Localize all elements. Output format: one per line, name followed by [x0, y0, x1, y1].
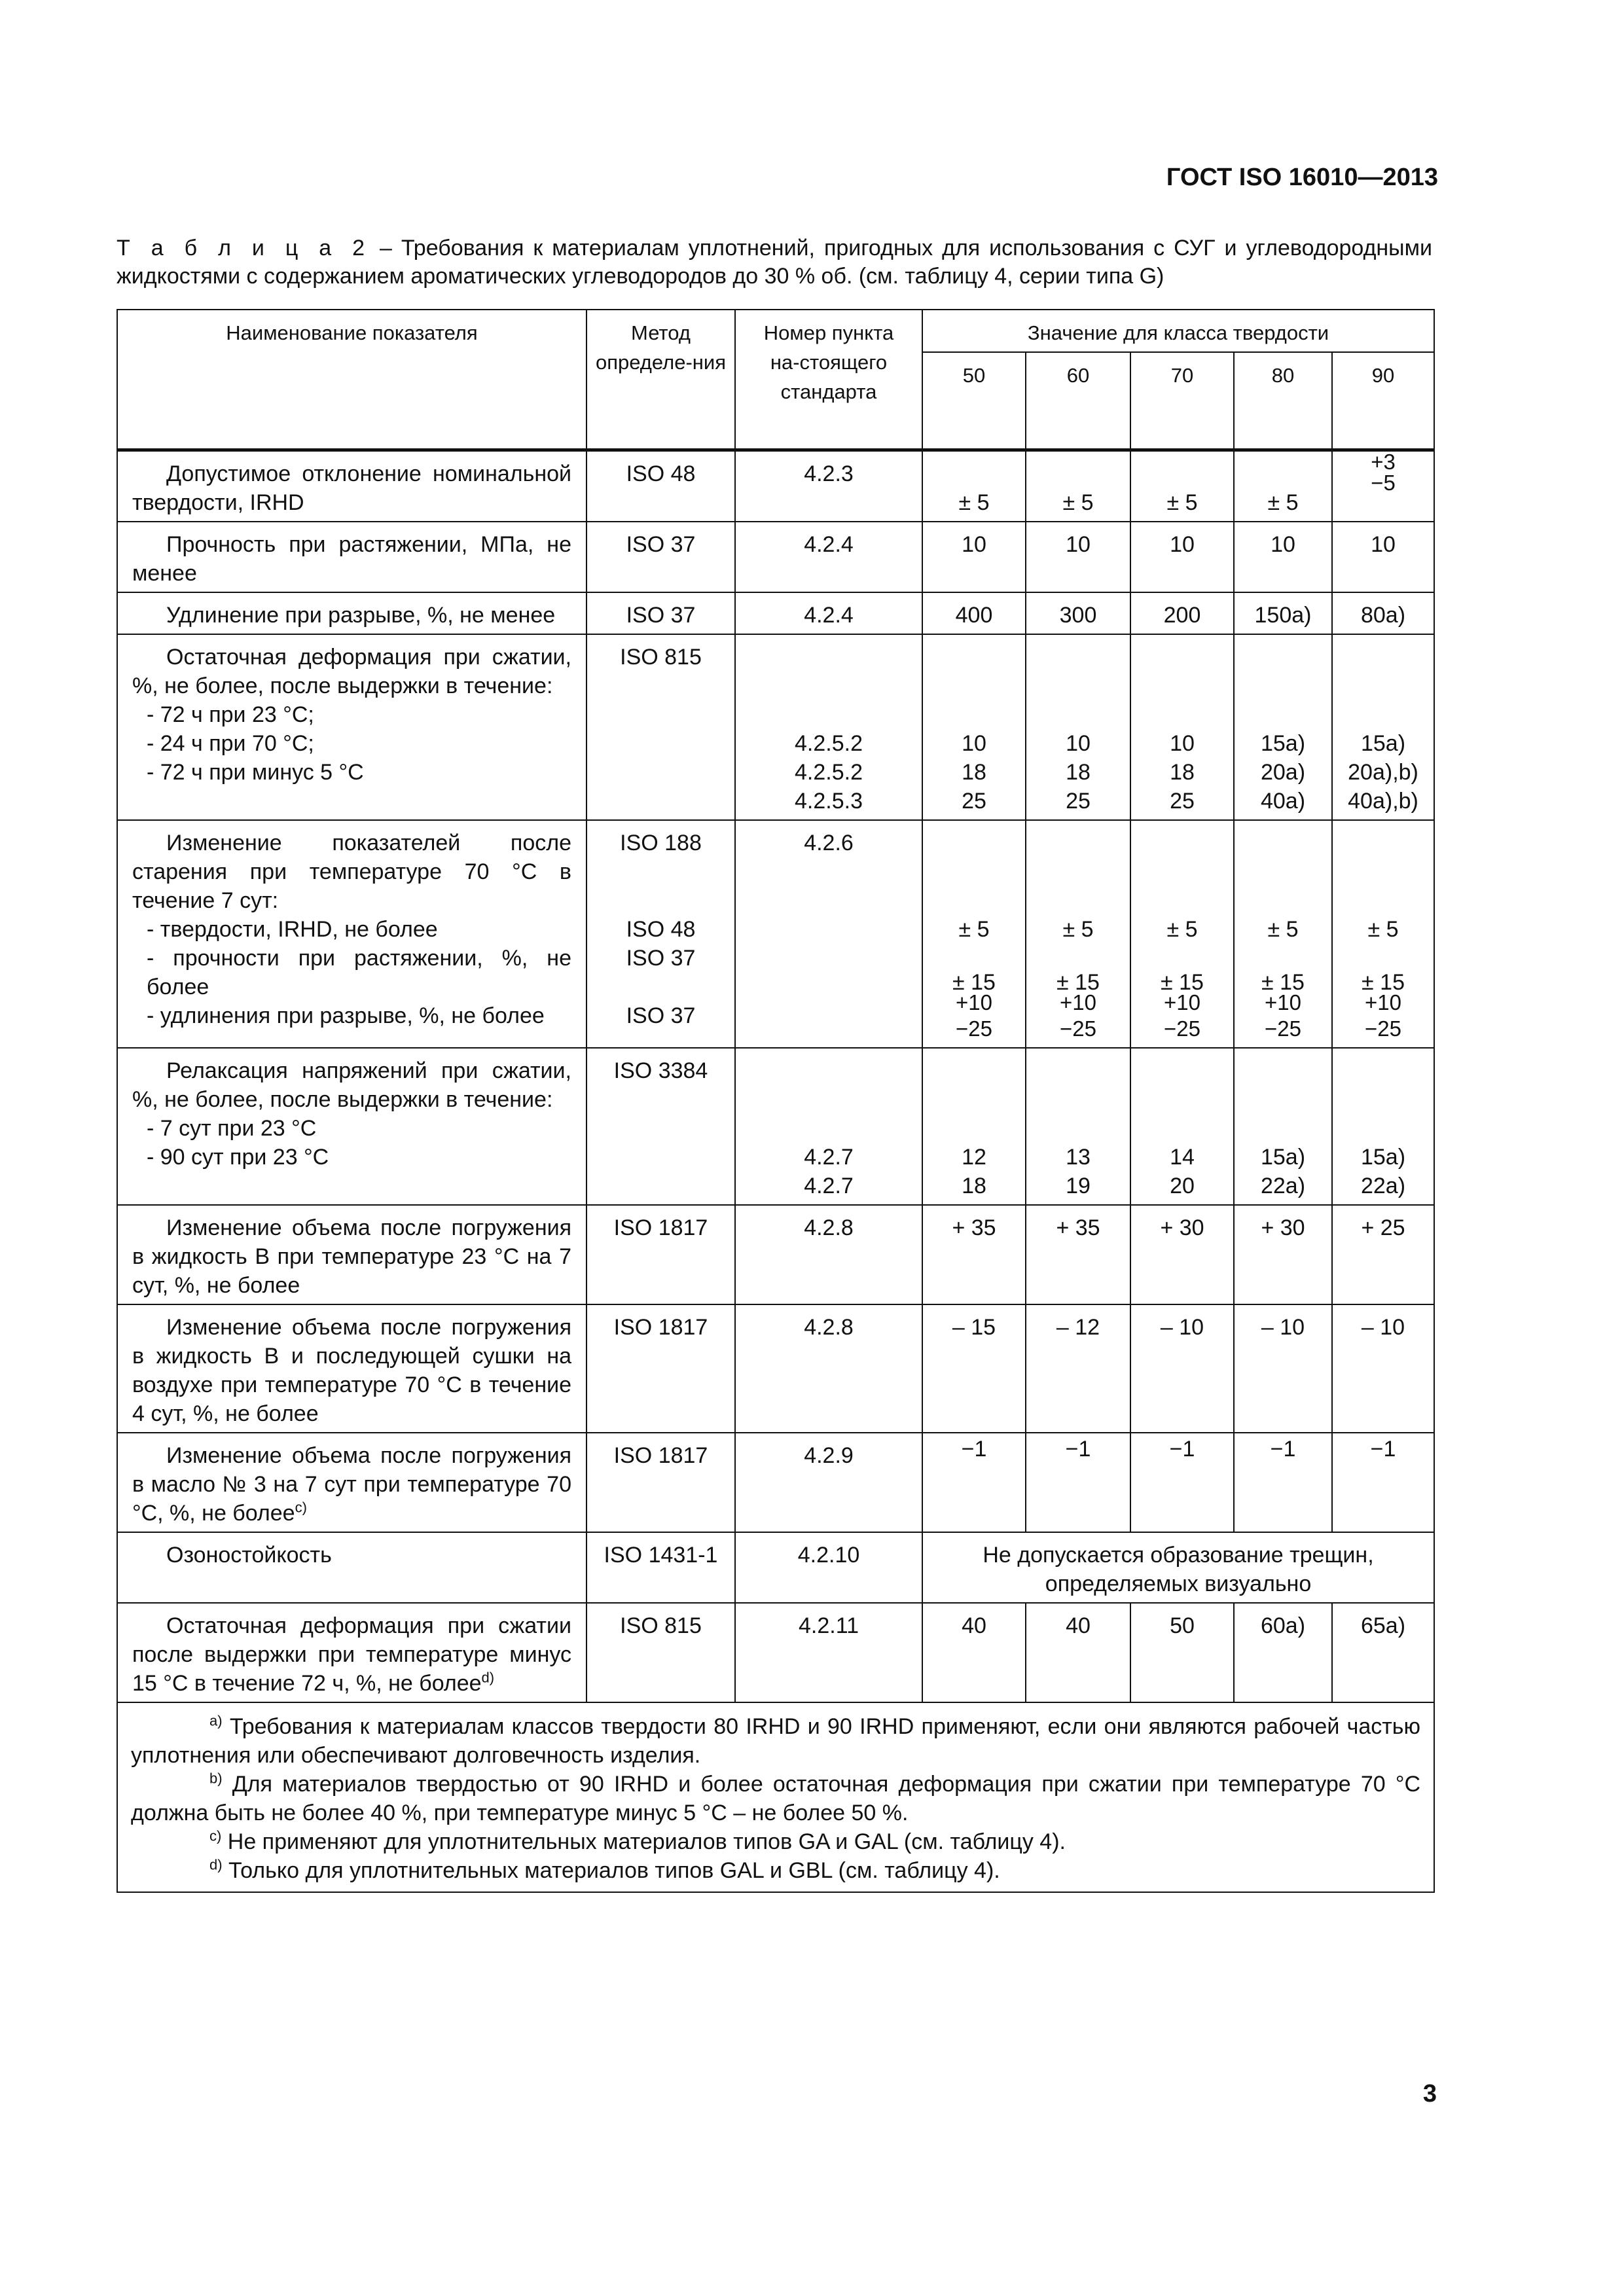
row-method: ISO 3384	[586, 1048, 735, 1205]
row-name	[117, 820, 586, 1048]
row-value: 40	[922, 1603, 1026, 1702]
row-value: + 25	[1332, 1205, 1434, 1304]
row-clause: 4.2.9	[735, 1433, 922, 1532]
table-caption-text: – Требования к материалам уплотнений, пригодных для использования с СУГ и углеводородными жидкостями с содержанием ароматических углеводородов до 30 % об. (см. таблицу 4, серии типа G)	[117, 236, 1432, 289]
row-method: ISO 37	[586, 592, 735, 634]
row-value: 10	[1130, 522, 1234, 592]
value-text: ± 5	[1166, 490, 1198, 515]
row-name	[117, 592, 586, 634]
value-text: ± 5	[958, 490, 990, 515]
table-row	[117, 1205, 1434, 1304]
row-value: – 15	[922, 1304, 1026, 1433]
row-value: −1	[1130, 1433, 1234, 1532]
row-method: ISO 1431-1	[586, 1532, 735, 1603]
tolerance-value: +3 −5	[1371, 450, 1396, 495]
row-value	[1130, 450, 1234, 522]
row-value: 15a) 22a)	[1234, 1048, 1332, 1205]
footnote-mark: c)	[295, 1499, 307, 1516]
row-name-text: Остаточная деформация при сжатии после выдержки при температуре минус 15 °C в течение 72 ч, %, не более$^{d)}$	[132, 1613, 571, 1696]
row-value: + 35	[922, 1205, 1026, 1304]
row-sub-item: - 72 ч при минус 5 °C	[147, 760, 364, 785]
row-name	[117, 634, 586, 820]
row-value: 10	[1026, 522, 1130, 592]
row-value: 60a)	[1234, 1603, 1332, 1702]
row-name-text: Прочность при растяжении, МПа, не менее	[132, 532, 571, 586]
footnote: $^{c)}$ Не применяют для уплотнительных материалов типов GA и GAL (см. таблицу 4).	[209, 1827, 1066, 1854]
page-number: 3	[1422, 2080, 1437, 2108]
row-value	[1026, 450, 1130, 522]
table-row	[117, 1603, 1434, 1702]
row-value: – 10	[1332, 1304, 1434, 1433]
row-method: ISO 815	[586, 634, 735, 820]
row-method: ISO 48	[586, 450, 735, 522]
row-name-text: Изменение объема после погружения в жидкость B и последующей сушки на воздухе при температуре 70 °C в течение 4 сут, %, не более	[132, 1315, 571, 1426]
row-value: 10 18 25	[922, 634, 1026, 820]
row-clause: 4.2.6	[735, 820, 922, 1048]
row-clause: 4.2.5.2 4.2.5.2 4.2.5.3	[735, 634, 922, 820]
head-class-80: 80	[1234, 352, 1332, 450]
row-method: ISO 37	[586, 522, 735, 592]
row-clause: 4.2.8	[735, 1304, 922, 1433]
row-value	[1234, 450, 1332, 522]
row-method: ISO 1817	[586, 1304, 735, 1433]
row-value: – 12	[1026, 1304, 1130, 1433]
row-clause: 4.2.11	[735, 1603, 922, 1702]
row-value: + 35	[1026, 1205, 1130, 1304]
row-clause: 4.2.4	[735, 522, 922, 592]
row-method: ISO 815	[586, 1603, 735, 1702]
row-value: ± 5 ± 15 +10 −25	[1026, 820, 1130, 1048]
row-name-text: Изменение объема после погружения в жидкость B при температуре 23 °C на 7 сут, %, не более	[132, 1215, 571, 1298]
row-value: + 30	[1234, 1205, 1332, 1304]
row-name	[117, 450, 586, 522]
row-name	[117, 1433, 586, 1532]
row-value: 65a)	[1332, 1603, 1434, 1702]
row-value: −1	[1026, 1433, 1130, 1532]
row-name	[117, 1532, 586, 1603]
table-row	[117, 522, 1434, 592]
row-sub-item: - 90 сут при 23 °C	[147, 1145, 329, 1170]
row-value: −1	[1332, 1433, 1434, 1532]
head-method: Метод определе-ния	[586, 310, 735, 450]
row-value: 15a) 20a),b) 40a),b)	[1332, 634, 1434, 820]
row-value: ± 5 ± 15 +10 −25	[1130, 820, 1234, 1048]
head-name: Наименование показателя	[117, 310, 586, 450]
row-sub-item: - 72 ч при 23 °C;	[147, 702, 314, 727]
row-name-text: Релаксация напряжений при сжатии, %, не более, после выдержки в течение:	[132, 1058, 571, 1112]
row-value: ± 5 ± 15 +10 −25	[1332, 820, 1434, 1048]
table-caption	[117, 234, 1432, 291]
footnote: $^{a)}$ Требования к материалам классов твердости 80 IRHD и 90 IRHD применяют, если они являются рабочей частью уплотнения или обеспечивают долговечность изделия.	[131, 1712, 1421, 1768]
row-value	[1332, 450, 1434, 522]
row-name	[117, 1603, 586, 1702]
row-method: ISO 188 ISO 48 ISO 37 ISO 37	[586, 820, 735, 1048]
row-value-merged: Не допускается образование трещин, определяемых визуально	[922, 1532, 1434, 1603]
row-value: – 10	[1130, 1304, 1234, 1433]
row-sub-item: - удлинения при разрыве, %, не более	[147, 1003, 545, 1028]
row-method: ISO 1817	[586, 1205, 735, 1304]
row-value: 50	[1130, 1603, 1234, 1702]
head-class-60: 60	[1026, 352, 1130, 450]
row-method: ISO 1817	[586, 1433, 735, 1532]
table-caption-label: Т а б л и ц а 2	[117, 236, 371, 260]
table-row	[117, 820, 1434, 1048]
head-class-70: 70	[1130, 352, 1234, 450]
head-class-50: 50	[922, 352, 1026, 450]
row-sub-item: - 7 сут при 23 °C	[147, 1116, 317, 1141]
row-value: 300	[1026, 592, 1130, 634]
row-clause: 4.2.4	[735, 592, 922, 634]
row-value: 10 18 25	[1130, 634, 1234, 820]
footnote: $^{b)}$ Для материалов твердостью от 90 IRHD и более остаточная деформация при сжатии при температуре 70 °C должна быть не более 40 %, при температуре минус 5 °C – не более 50 %.	[131, 1770, 1421, 1825]
row-name	[117, 522, 586, 592]
row-value: −1	[922, 1433, 1026, 1532]
row-value: + 30	[1130, 1205, 1234, 1304]
row-clause: 4.2.7 4.2.7	[735, 1048, 922, 1205]
row-sub-item: - 24 ч при 70 °C;	[147, 731, 314, 756]
footnote: $^{d)}$ Только для уплотнительных материалов типов GAL и GBL (см. таблицу 4).	[209, 1856, 1000, 1883]
table-notes	[117, 1702, 1434, 1892]
row-value: 10	[1234, 522, 1332, 592]
requirements-table	[117, 309, 1435, 1893]
row-value: 14 20	[1130, 1048, 1234, 1205]
footnote-mark: d)	[481, 1669, 495, 1686]
table-head-row	[117, 310, 1434, 352]
row-value: 400	[922, 592, 1026, 634]
row-value	[922, 450, 1026, 522]
row-name-text: Озоностойкость	[166, 1543, 332, 1568]
row-value: 15a) 22a)	[1332, 1048, 1434, 1205]
value-text: ± 5	[1267, 490, 1299, 515]
row-value: 13 19	[1026, 1048, 1130, 1205]
row-clause: 4.2.10	[735, 1532, 922, 1603]
standard-designation: ГОСТ ISO 16010—2013	[1166, 164, 1438, 191]
row-clause: 4.2.3	[735, 450, 922, 522]
row-value: 10	[922, 522, 1026, 592]
row-value: 40	[1026, 1603, 1130, 1702]
row-value: ± 5 ± 15 +10 −25	[922, 820, 1026, 1048]
row-value: 12 18	[922, 1048, 1026, 1205]
row-sub-item: - твердости, IRHD, не более	[147, 917, 438, 942]
row-name	[117, 1048, 586, 1205]
row-value: 10	[1332, 522, 1434, 592]
row-value: 80a)	[1332, 592, 1434, 634]
table-row	[117, 634, 1434, 820]
row-value: 200	[1130, 592, 1234, 634]
value-text: ± 5	[1062, 490, 1094, 515]
head-class-90: 90	[1332, 352, 1434, 450]
head-value: Значение для класса твердости	[922, 310, 1434, 352]
row-value: −1	[1234, 1433, 1332, 1532]
head-clause: Номер пункта на-стоящего стандарта	[735, 310, 922, 450]
row-value: 10 18 25	[1026, 634, 1130, 820]
table-row	[117, 1532, 1434, 1603]
row-value: 150a)	[1234, 592, 1332, 634]
row-value: ± 5 ± 15 +10 −25	[1234, 820, 1332, 1048]
row-clause: 4.2.8	[735, 1205, 922, 1304]
row-name	[117, 1304, 586, 1433]
row-name-text: Изменение объема после погружения в масло № 3 на 7 сут при температуре 70 °C, %, не более$^{c)}$	[132, 1443, 571, 1526]
row-name-text: Удлинение при разрыве, %, не менее	[166, 603, 556, 628]
row-name-text: Изменение показателей после старения при температуре 70 °C в течение 7 сут:	[132, 831, 571, 913]
table-row	[117, 592, 1434, 634]
row-name	[117, 1205, 586, 1304]
table-row	[117, 1304, 1434, 1433]
row-name-text: Допустимое отклонение номинальной твердости, IRHD	[132, 461, 571, 515]
table-row	[117, 1048, 1434, 1205]
table-row	[117, 1433, 1434, 1532]
table-notes-row	[117, 1702, 1434, 1892]
table-row	[117, 450, 1434, 522]
row-value: – 10	[1234, 1304, 1332, 1433]
row-sub-item: - прочности при растяжении, %, не более	[147, 946, 571, 999]
row-value: 15a) 20a) 40a)	[1234, 634, 1332, 820]
row-name-text: Остаточная деформация при сжатии, %, не более, после выдержки в течение:	[132, 645, 571, 698]
